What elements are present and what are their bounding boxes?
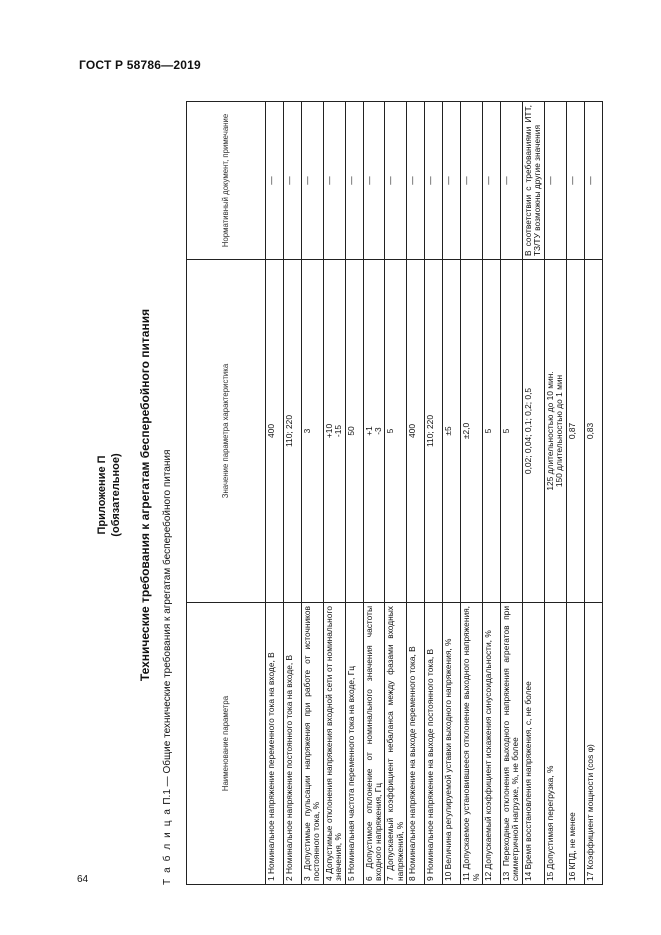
- table-row: [522, 102, 544, 885]
- table-row: [407, 102, 425, 885]
- caption-prefix: Т а б л и ц а: [162, 807, 173, 885]
- section-title: Технические требования к агрегатам бесперебойного питания: [138, 308, 152, 682]
- table-row: [385, 102, 407, 885]
- parameter-name-cell: 7 Допускаемый коэффициент небаланса между фазами входных напряжений, %: [385, 603, 407, 885]
- parameter-name-cell: 6 Допустимое отклонение от номинального значения частоты входного напряжения, Гц: [363, 603, 385, 885]
- normative-doc-cell: —: [544, 102, 566, 260]
- parameter-value-cell: 3: [302, 260, 324, 603]
- parameter-value-cell: 0,02; 0,04; 0,1; 0,2; 0,5: [522, 260, 544, 603]
- parameter-value-cell: 5: [385, 260, 407, 603]
- normative-doc-cell: —: [266, 102, 284, 260]
- parameter-value-cell: 125 длительностью до 10 мин. 150 длительностью до 1 мин: [544, 260, 566, 603]
- annex-status: (обязательное): [110, 453, 122, 537]
- parameter-value-cell: 5: [501, 260, 523, 603]
- table-header-row: [187, 102, 266, 885]
- table-row: [323, 102, 345, 885]
- table-row: [443, 102, 461, 885]
- table-row: [483, 102, 501, 885]
- document-code: ГОСТ Р 58786—2019: [79, 58, 201, 72]
- caption-text: — Общие технические требования к агрегатам бесперебойного питания: [162, 449, 173, 790]
- parameter-value-cell: +10 -15: [323, 260, 345, 603]
- table-row: [284, 102, 302, 885]
- normative-doc-cell: —: [584, 102, 602, 260]
- normative-doc-cell: —: [461, 102, 483, 260]
- parameter-name-cell: 1 Номинальное напряжение переменного тока на входе, В: [266, 603, 284, 885]
- normative-doc-cell: —: [323, 102, 345, 260]
- normative-doc-cell: —: [483, 102, 501, 260]
- table-caption: [162, 450, 173, 885]
- parameter-name-cell: 13 Переходные отклонения выходного напряжения агрегатов при симметричной нагрузке, %, не более: [501, 603, 523, 885]
- parameter-value-cell: 400: [266, 260, 284, 603]
- normative-doc-cell: В соответствии с требованиями ИТТ, ТЗ/ТУ возможны другие значения: [522, 102, 544, 260]
- normative-doc-cell: —: [345, 102, 363, 260]
- normative-doc-cell: —: [363, 102, 385, 260]
- requirements-table: [186, 101, 603, 885]
- normative-doc-cell: —: [284, 102, 302, 260]
- page-number: 64: [77, 874, 89, 885]
- parameter-name-cell: 4 Допустимые отклонения напряжения входной сети от номинального значения, %: [323, 603, 345, 885]
- parameter-value-cell: 5: [483, 260, 501, 603]
- rotated-page-content: [95, 95, 595, 885]
- table-row: [363, 102, 385, 885]
- table-row: [461, 102, 483, 885]
- normative-doc-cell: —: [407, 102, 425, 260]
- header-parameter-name: Наименование параметра: [187, 603, 266, 885]
- parameter-value-cell: 400: [407, 260, 425, 603]
- table-row: [302, 102, 324, 885]
- parameter-name-cell: 17 Коэффициент мощности (cos φ): [584, 603, 602, 885]
- header-normative-doc: Нормативный документ, примечание: [187, 102, 266, 260]
- table-row: [566, 102, 584, 885]
- header-parameter-value: Значение параметра характеристика: [187, 260, 266, 603]
- normative-doc-cell: —: [443, 102, 461, 260]
- parameter-value-cell: 0,83: [584, 260, 602, 603]
- caption-number: П.1: [162, 789, 173, 805]
- normative-doc-cell: —: [566, 102, 584, 260]
- table-row: [584, 102, 602, 885]
- table-row: [501, 102, 523, 885]
- table-row: [266, 102, 284, 885]
- parameter-value-cell: 50: [345, 260, 363, 603]
- normative-doc-cell: —: [501, 102, 523, 260]
- parameter-name-cell: 3 Допустимые пульсации напряжения при работе от источников постоянного тока, %: [302, 603, 324, 885]
- parameter-name-cell: 12 Допускаемый коэффициент искажения синусоидальности, %: [483, 603, 501, 885]
- annex-title: Приложение П: [96, 455, 108, 535]
- parameter-value-cell: ±5: [443, 260, 461, 603]
- parameter-value-cell: 110; 220: [284, 260, 302, 603]
- annex-heading: [95, 105, 123, 885]
- parameter-name-cell: 5 Номинальная частота переменного тока на входе, Гц: [345, 603, 363, 885]
- parameter-name-cell: 15 Допустимая перегрузка, %: [544, 603, 566, 885]
- parameter-value-cell: +1 -3: [363, 260, 385, 603]
- parameter-name-cell: 14 Время восстановления напряжения, с, не более: [522, 603, 544, 885]
- parameter-name-cell: 8 Номинальное напряжение на выходе переменного тока, В: [407, 603, 425, 885]
- parameter-value-cell: 110; 220: [425, 260, 443, 603]
- parameter-value-cell: ±2,0: [461, 260, 483, 603]
- table-row: [425, 102, 443, 885]
- parameter-name-cell: 9 Номинальное напряжение на выходе постоянного тока, В: [425, 603, 443, 885]
- table-row: [544, 102, 566, 885]
- parameter-name-cell: 10 Величина регулируемой уставки выходного напряжения, %: [443, 603, 461, 885]
- normative-doc-cell: —: [302, 102, 324, 260]
- parameter-name-cell: 2 Номинальное напряжение постоянного тока на входе, В: [284, 603, 302, 885]
- parameter-name-cell: 11 Допускаемое установившееся отклонение выходного напряжения, %: [461, 603, 483, 885]
- normative-doc-cell: —: [425, 102, 443, 260]
- normative-doc-cell: —: [385, 102, 407, 260]
- table-row: [345, 102, 363, 885]
- parameter-value-cell: 0,87: [566, 260, 584, 603]
- parameter-name-cell: 16 КПД, не менее: [566, 603, 584, 885]
